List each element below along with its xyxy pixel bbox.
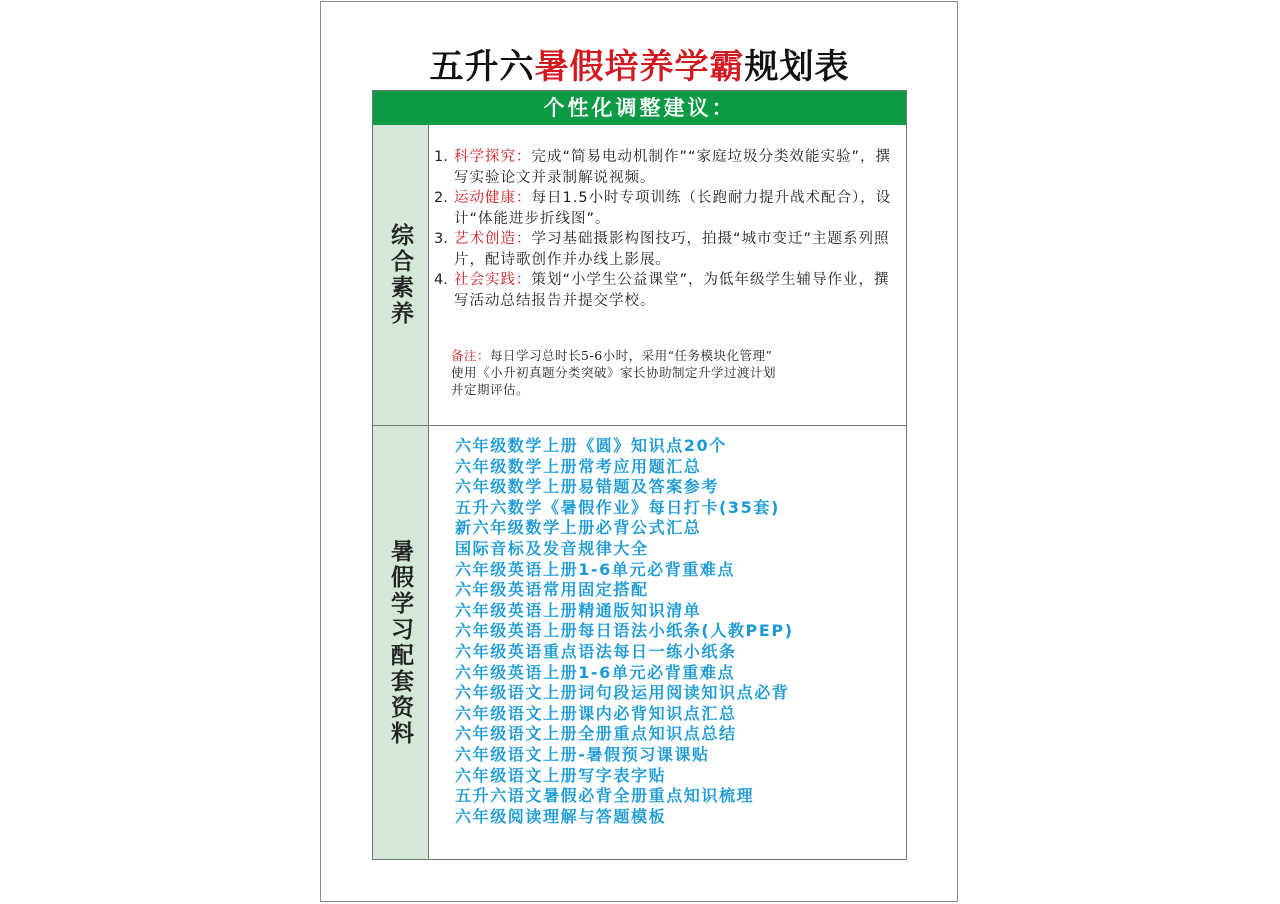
title-part-2-highlight: 暑假培养学霸 [534, 47, 745, 87]
section-label: 暑假学习配套资料 [387, 538, 414, 747]
page-title [372, 44, 907, 90]
suggestion-item [434, 147, 904, 188]
resource-item[interactable]: 六年级语文上册-暑假预习课课贴 [455, 744, 710, 764]
suggestion-text: 学习基础摄影构图技巧，拍摄“城市变迁”主题系列照片，配诗歌创作并办线上影展。 [454, 231, 890, 268]
title-part-3: 规划表 [744, 47, 850, 87]
resource-item[interactable]: 六年级英语上册每日语法小纸条(人教PEP) [455, 621, 794, 641]
section-side-cell [373, 125, 429, 425]
resource-list [455, 436, 895, 827]
resource-item[interactable]: 六年级数学上册常考应用题汇总 [455, 456, 702, 476]
suggestion-text: 完成“简易电动机制作”“家庭垃圾分类效能实验”，撰写实验论文并录制解说视频。 [454, 149, 892, 186]
note-block [451, 347, 891, 398]
suggestion-text: 策划“小学生公益课堂”，为低年级学生辅导作业，撰写活动总结报告并提交学校。 [454, 272, 890, 309]
resource-item[interactable]: 六年级阅读理解与答题模板 [455, 806, 667, 826]
note-line-1: 每日学习总时长5-6小时，采用“任务模块化管理” [490, 348, 773, 363]
suggestion-number: 1. [434, 149, 448, 165]
section-comprehensive-quality [373, 125, 906, 426]
resource-item[interactable]: 六年级英语上册1-6单元必背重难点 [455, 559, 736, 579]
suggestion-item [434, 229, 904, 270]
suggestion-text: 每日1.5小时专项训练（长跑耐力提升战术配合），设计“体能进步折线图”。 [454, 190, 892, 227]
section-content [429, 125, 906, 425]
suggestion-number: 3. [434, 231, 448, 247]
suggestion-key: 运动健康： [454, 190, 532, 206]
resource-item[interactable]: 六年级语文上册词句段运用阅读知识点必背 [455, 683, 790, 703]
suggestion-item [434, 270, 904, 311]
suggestion-list [434, 147, 904, 311]
suggestion-item [434, 188, 904, 229]
resource-item[interactable]: 六年级语文上册全册重点知识点总结 [455, 724, 737, 744]
resource-item[interactable]: 六年级英语上册精通版知识清单 [455, 600, 702, 620]
resource-item[interactable]: 六年级英语常用固定搭配 [455, 580, 649, 600]
suggestion-key: 社会实践： [454, 272, 532, 288]
resource-item[interactable]: 五升六语文暑假必背全册重点知识梳理 [455, 786, 755, 806]
resource-item[interactable]: 新六年级数学上册必背公式汇总 [455, 518, 702, 538]
resource-item[interactable]: 六年级数学上册《圆》知识点20个 [455, 436, 727, 455]
table-header-bar: 个性化调整建议： [373, 91, 906, 125]
suggestion-key: 艺术创造： [454, 231, 532, 247]
resource-item[interactable]: 六年级英语上册1-6单元必背重难点 [455, 662, 736, 682]
suggestion-number: 2. [434, 190, 448, 206]
resource-item[interactable]: 六年级数学上册易错题及答案参考 [455, 477, 720, 497]
plan-table [372, 90, 907, 860]
section-side-cell [373, 426, 429, 859]
note-line-2: 使用《小升初真题分类突破》家长协助制定升学过渡计划 [451, 365, 777, 380]
note-line-3: 并定期评估。 [451, 382, 530, 397]
resource-item[interactable]: 国际音标及发音规律大全 [455, 538, 649, 558]
suggestion-key: 科学探究： [454, 149, 532, 165]
resource-item[interactable]: 六年级英语重点语法每日一练小纸条 [455, 641, 737, 661]
section-study-materials [373, 426, 906, 859]
resource-item[interactable]: 六年级语文上册课内必背知识点汇总 [455, 703, 737, 723]
section-label: 综合素养 [387, 223, 414, 327]
note-key: 备注： [451, 348, 491, 363]
resource-item[interactable]: 六年级语文上册写字表字贴 [455, 765, 667, 785]
suggestion-number: 4. [434, 272, 448, 288]
section-content [429, 426, 906, 859]
resource-item[interactable]: 五升六数学《暑假作业》每日打卡(35套) [455, 497, 780, 517]
title-part-1: 五升六 [429, 47, 535, 87]
